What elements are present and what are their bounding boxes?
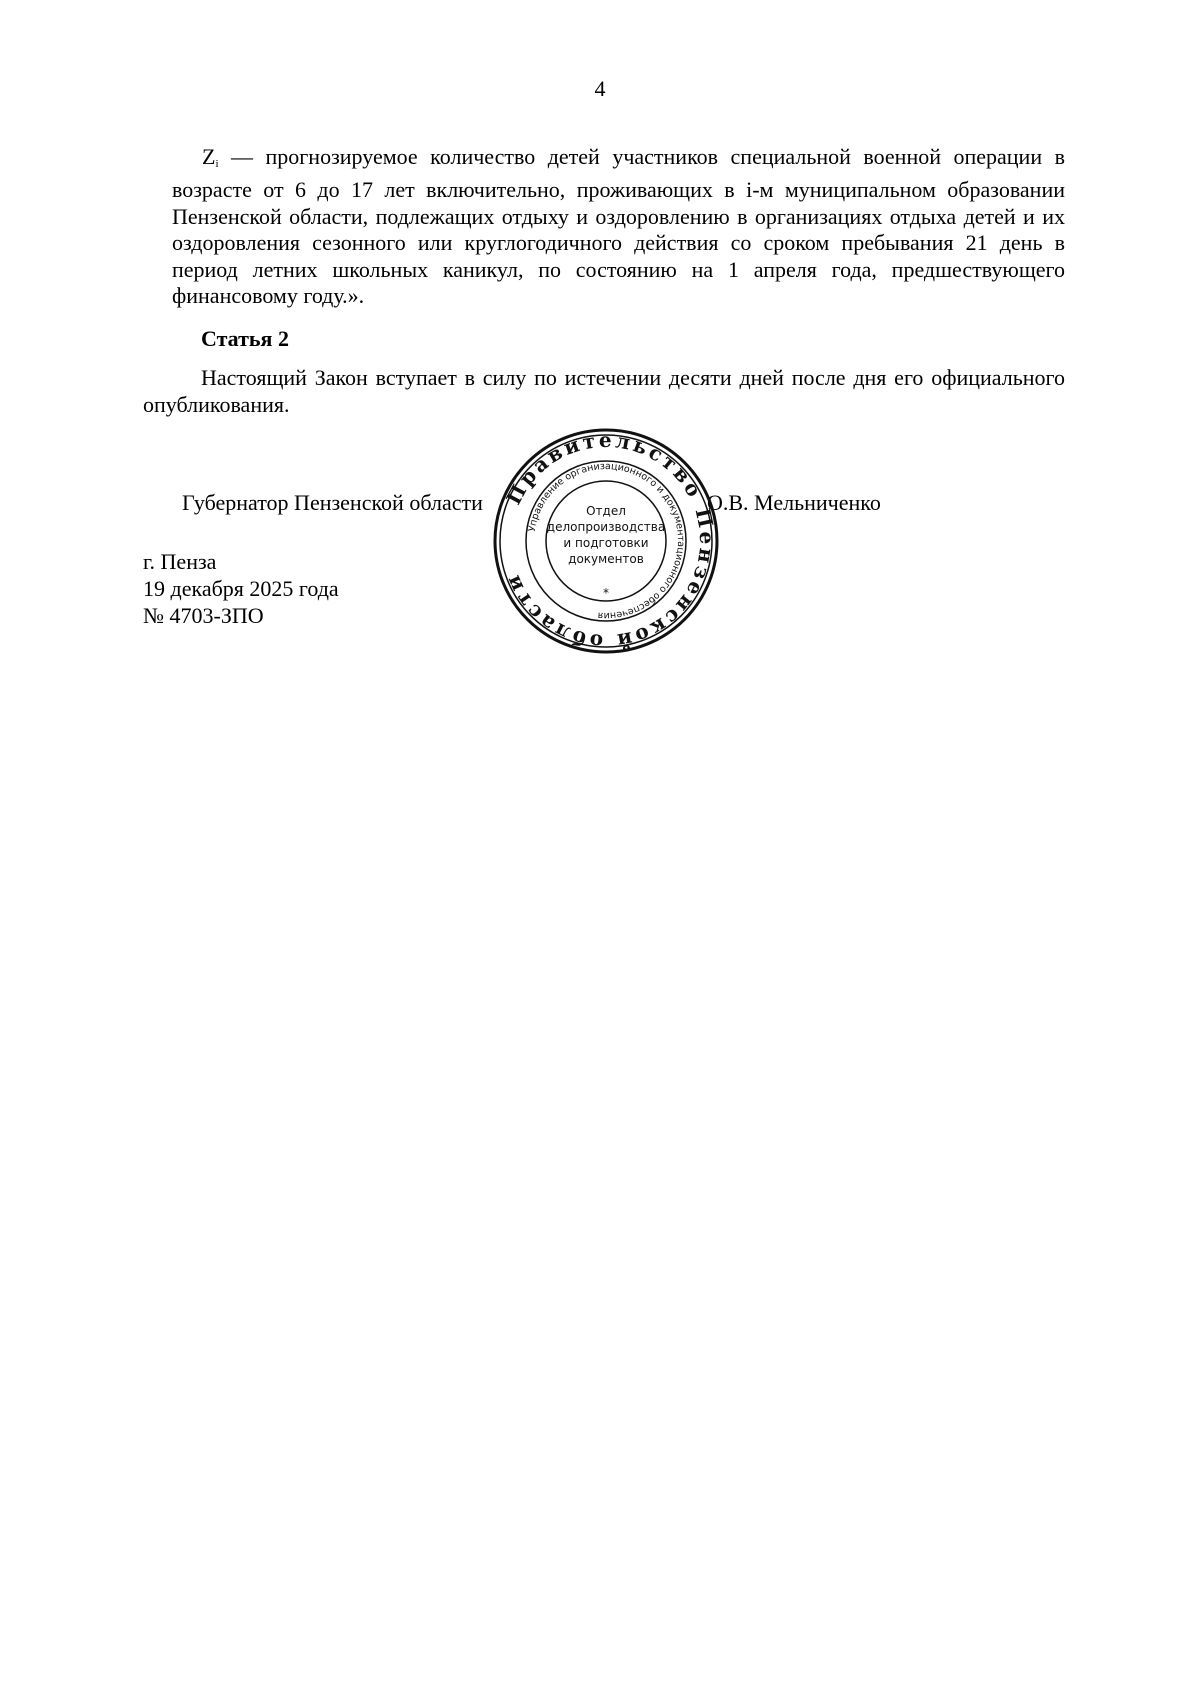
z-subscript: i (215, 158, 219, 170)
seal-inner-text: Управление организационного и документационного обеспечения (526, 460, 687, 622)
law-date: 19 декабря 2025 года (143, 576, 339, 601)
seal-center-line-2: делопроизводства (546, 520, 666, 534)
z-definition-paragraph (172, 144, 1065, 309)
z-definition-text: — прогнозируемое количество детей участников специальной военной операции в возрасте от 6 до 17 лет включительно, проживающих в i-м муниципальном образовании Пензенской области, подлежащих отдыху и оздоровлению в организациях отдыха детей и их оздоровления сезонного или круглогодичного действия со сроком пребывания 21 день в период летних школьных каникул, по состоянию на 1 апреля года, предшествующего финансовому году.». (172, 144, 1065, 309)
law-number: № 4703-ЗПО (143, 603, 264, 628)
seal-star-icon: * (603, 586, 609, 600)
seal-center-line-3: и подготовки (563, 536, 649, 550)
signatory-name: О.В. Мельниченко (707, 490, 881, 515)
page-number: 4 (594, 76, 606, 101)
article-2-body: Настоящий Закон вступает в силу по истечении десяти дней после дня его официального опубликования. (143, 365, 1065, 417)
law-place: г. Пенза (143, 549, 217, 574)
article-2-heading: Статья 2 (201, 326, 289, 351)
article-2-text (143, 364, 1065, 418)
official-seal-stamp (487, 425, 725, 657)
seal-outer-text: Правительство Пензенской области (499, 427, 720, 655)
law-place-date-number (143, 548, 339, 629)
z-symbol: Z (202, 144, 216, 169)
seal-center-line-1: Отдел (586, 504, 626, 518)
seal-center-line-4: документов (568, 552, 644, 566)
signatory-title: Губернатор Пензенской области (182, 490, 483, 515)
